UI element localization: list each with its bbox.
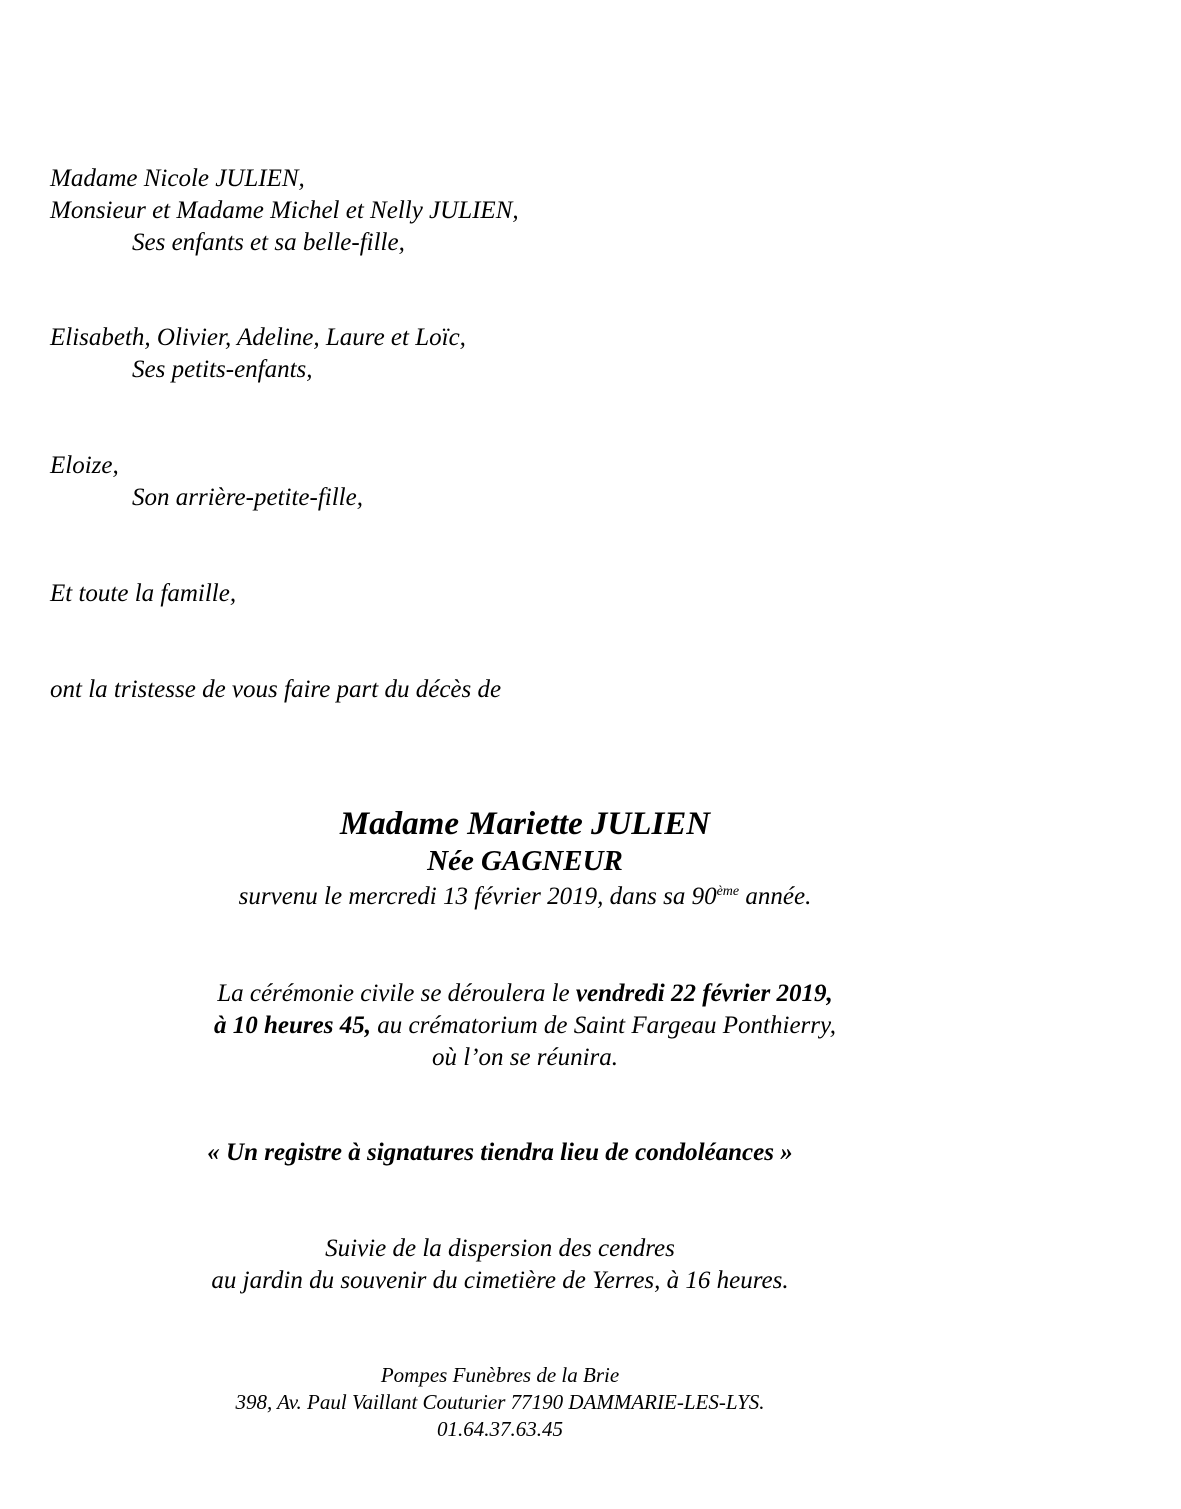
dispersion-line2: au jardin du souvenir du cimetière de Yerres, à 16 heures. (211, 1267, 789, 1294)
dispersion-line1: Suivie de la dispersion des cendres (325, 1235, 675, 1262)
deceased-name: Madame Mariette JULIEN (339, 806, 711, 842)
death-details-prefix: survenu le mercredi 13 février 2019, dans sa 90 (238, 883, 717, 910)
family-great-grandchild: Eloize, (50, 452, 119, 479)
ceremony-line1-prefix: La cérémonie civile se déroulera le (217, 980, 576, 1007)
family-grandchildren-role: Ses petits-enfants, (132, 356, 313, 383)
ceremony-line3: où l’on se réunira. (431, 1044, 619, 1071)
death-details-superscript: ème (716, 884, 740, 899)
family-great-grandchild-role: Son arrière-petite-fille, (132, 484, 363, 511)
deceased-maiden-name: Née GAGNEUR (427, 845, 623, 877)
ceremony-line2 (0, 1010, 1050, 1042)
family-all: Et toute la famille, (50, 580, 237, 607)
funeral-home-address: 398, Av. Paul Vaillant Couturier 77190 DAMMARIE-LES-LYS. (235, 1390, 765, 1414)
family-grandchildren: Elisabeth, Olivier, Adeline, Laure et Loïc, (50, 324, 466, 351)
registry-notice: « Un registre à signatures tiendra lieu de condoléances » (207, 1139, 793, 1166)
death-details-suffix: année. (739, 883, 812, 910)
ceremony-location: au crématorium de Saint Fargeau Ponthierry, (370, 1012, 836, 1039)
family-children-line2: Monsieur et Madame Michel et Nelly JULIEN, (50, 197, 519, 224)
family-children-line1: Madame Nicole JULIEN, (50, 165, 305, 192)
ceremony-time: à 10 heures 45, (214, 1012, 371, 1039)
death-details (0, 881, 1050, 913)
funeral-home-phone: 01.64.37.63.45 (437, 1417, 563, 1441)
ceremony-line1 (0, 978, 1050, 1010)
funeral-home-name: Pompes Funèbres de la Brie (380, 1363, 620, 1387)
family-children-role: Ses enfants et sa belle-fille, (132, 229, 405, 256)
ceremony-date: vendredi 22 février 2019, (575, 980, 833, 1007)
announcement-text: ont la tristesse de vous faire part du décès de (50, 676, 502, 703)
